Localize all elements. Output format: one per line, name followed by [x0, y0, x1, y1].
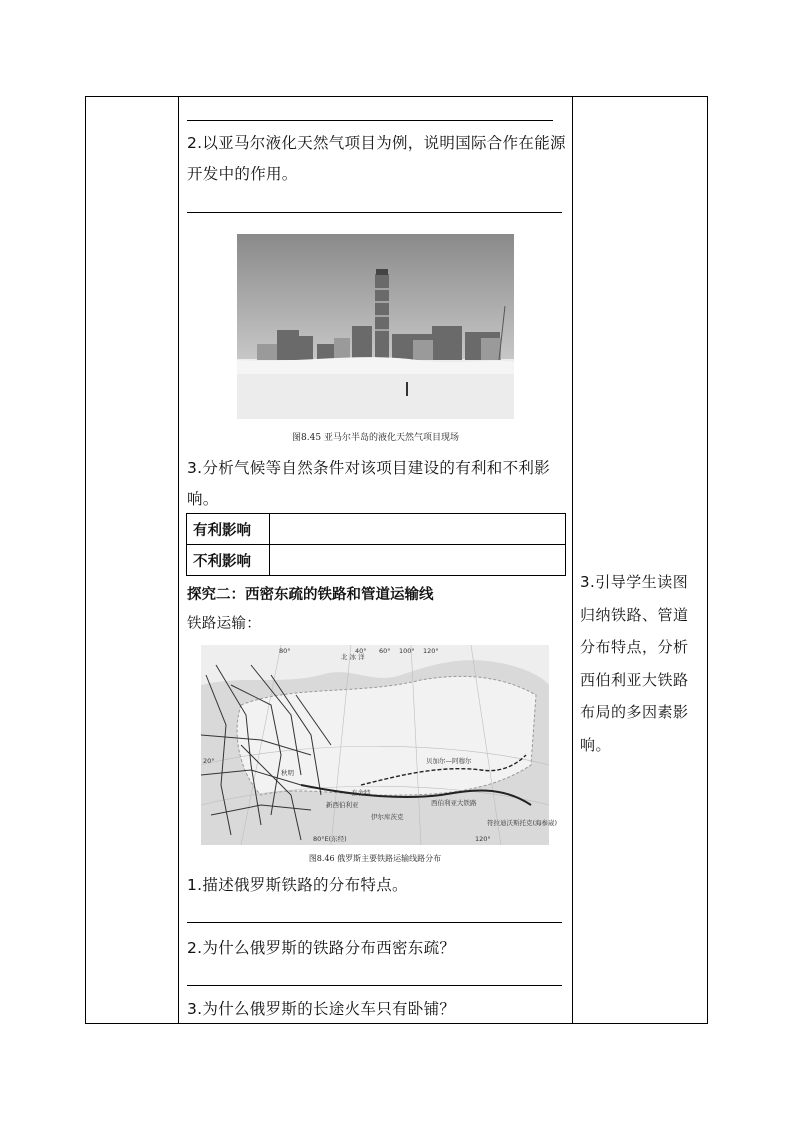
- answer-line: [187, 985, 562, 986]
- map-city-4-label: 秋明: [281, 769, 294, 777]
- map-port-label: 符拉迪沃斯托克(海参崴): [487, 819, 558, 827]
- map-city-2-label: 伊尔库茨克: [371, 813, 404, 821]
- unfavorable-label: 不利影响: [187, 545, 270, 576]
- figure-845-caption: 图8.45 亚马尔半岛的液化天然气项目现场: [292, 433, 459, 443]
- favorable-answer-cell: [270, 514, 566, 545]
- map-lon-120-label: 120°: [423, 647, 439, 655]
- answer-line: [187, 922, 562, 923]
- map-lon-100-label: 100°: [399, 647, 415, 655]
- rail-question-1: 1.描述俄罗斯铁路的分布特点。: [187, 876, 408, 894]
- column-divider-left: [178, 96, 179, 1024]
- map-rail-2-label: 西伯利亚大铁路: [431, 799, 477, 807]
- map-city-1-label: 泰舍特: [351, 789, 371, 797]
- map-lon-80b-label: 80°E(东经): [313, 835, 347, 843]
- teacher-note: 3.引导学生读图归纳铁路、管道分布特点，分析西伯利亚大铁路布局的多因素影响。: [580, 573, 689, 754]
- railway-label: 铁路运输：: [187, 616, 261, 632]
- map-lat-20-label: 20°: [203, 757, 215, 765]
- map-lon-40-label: 40°: [355, 647, 367, 655]
- figure-846-caption: 图8.46 俄罗斯主要铁路运输线路分布: [308, 854, 442, 863]
- russia-railway-map: [201, 645, 558, 845]
- rail-question-2: 2.为什么俄罗斯的铁路分布西密东疏？: [187, 939, 456, 957]
- question-3: 3.分析气候等自然条件对该项目建设的有利和不利影响。: [187, 459, 550, 508]
- map-lon-120b-label: 120°: [475, 835, 491, 843]
- map-rail-1-label: 贝加尔—阿穆尔: [426, 757, 472, 765]
- map-city-3-label: 新西伯利亚: [326, 801, 359, 809]
- question-2: 2.以亚马尔液化天然气项目为例，说明国际合作在能源开发中的作用。: [187, 134, 566, 183]
- answer-line: [187, 120, 553, 121]
- map-lon-80-label: 80°: [279, 647, 291, 655]
- unfavorable-answer-cell: [270, 545, 566, 576]
- lng-project-photo: [237, 234, 514, 419]
- section-heading: 探究二：西密东疏的铁路和管道运输线: [187, 586, 434, 603]
- column-divider-right: [572, 96, 573, 1024]
- effects-table: [186, 513, 566, 576]
- rail-question-3: 3.为什么俄罗斯的长途火车只有卧铺？: [187, 1000, 456, 1018]
- map-ocean-label: 北 冰 洋: [341, 653, 365, 661]
- map-lon-60-label: 60°: [379, 647, 391, 655]
- answer-line: [187, 212, 562, 213]
- favorable-label: 有利影响: [187, 514, 270, 545]
